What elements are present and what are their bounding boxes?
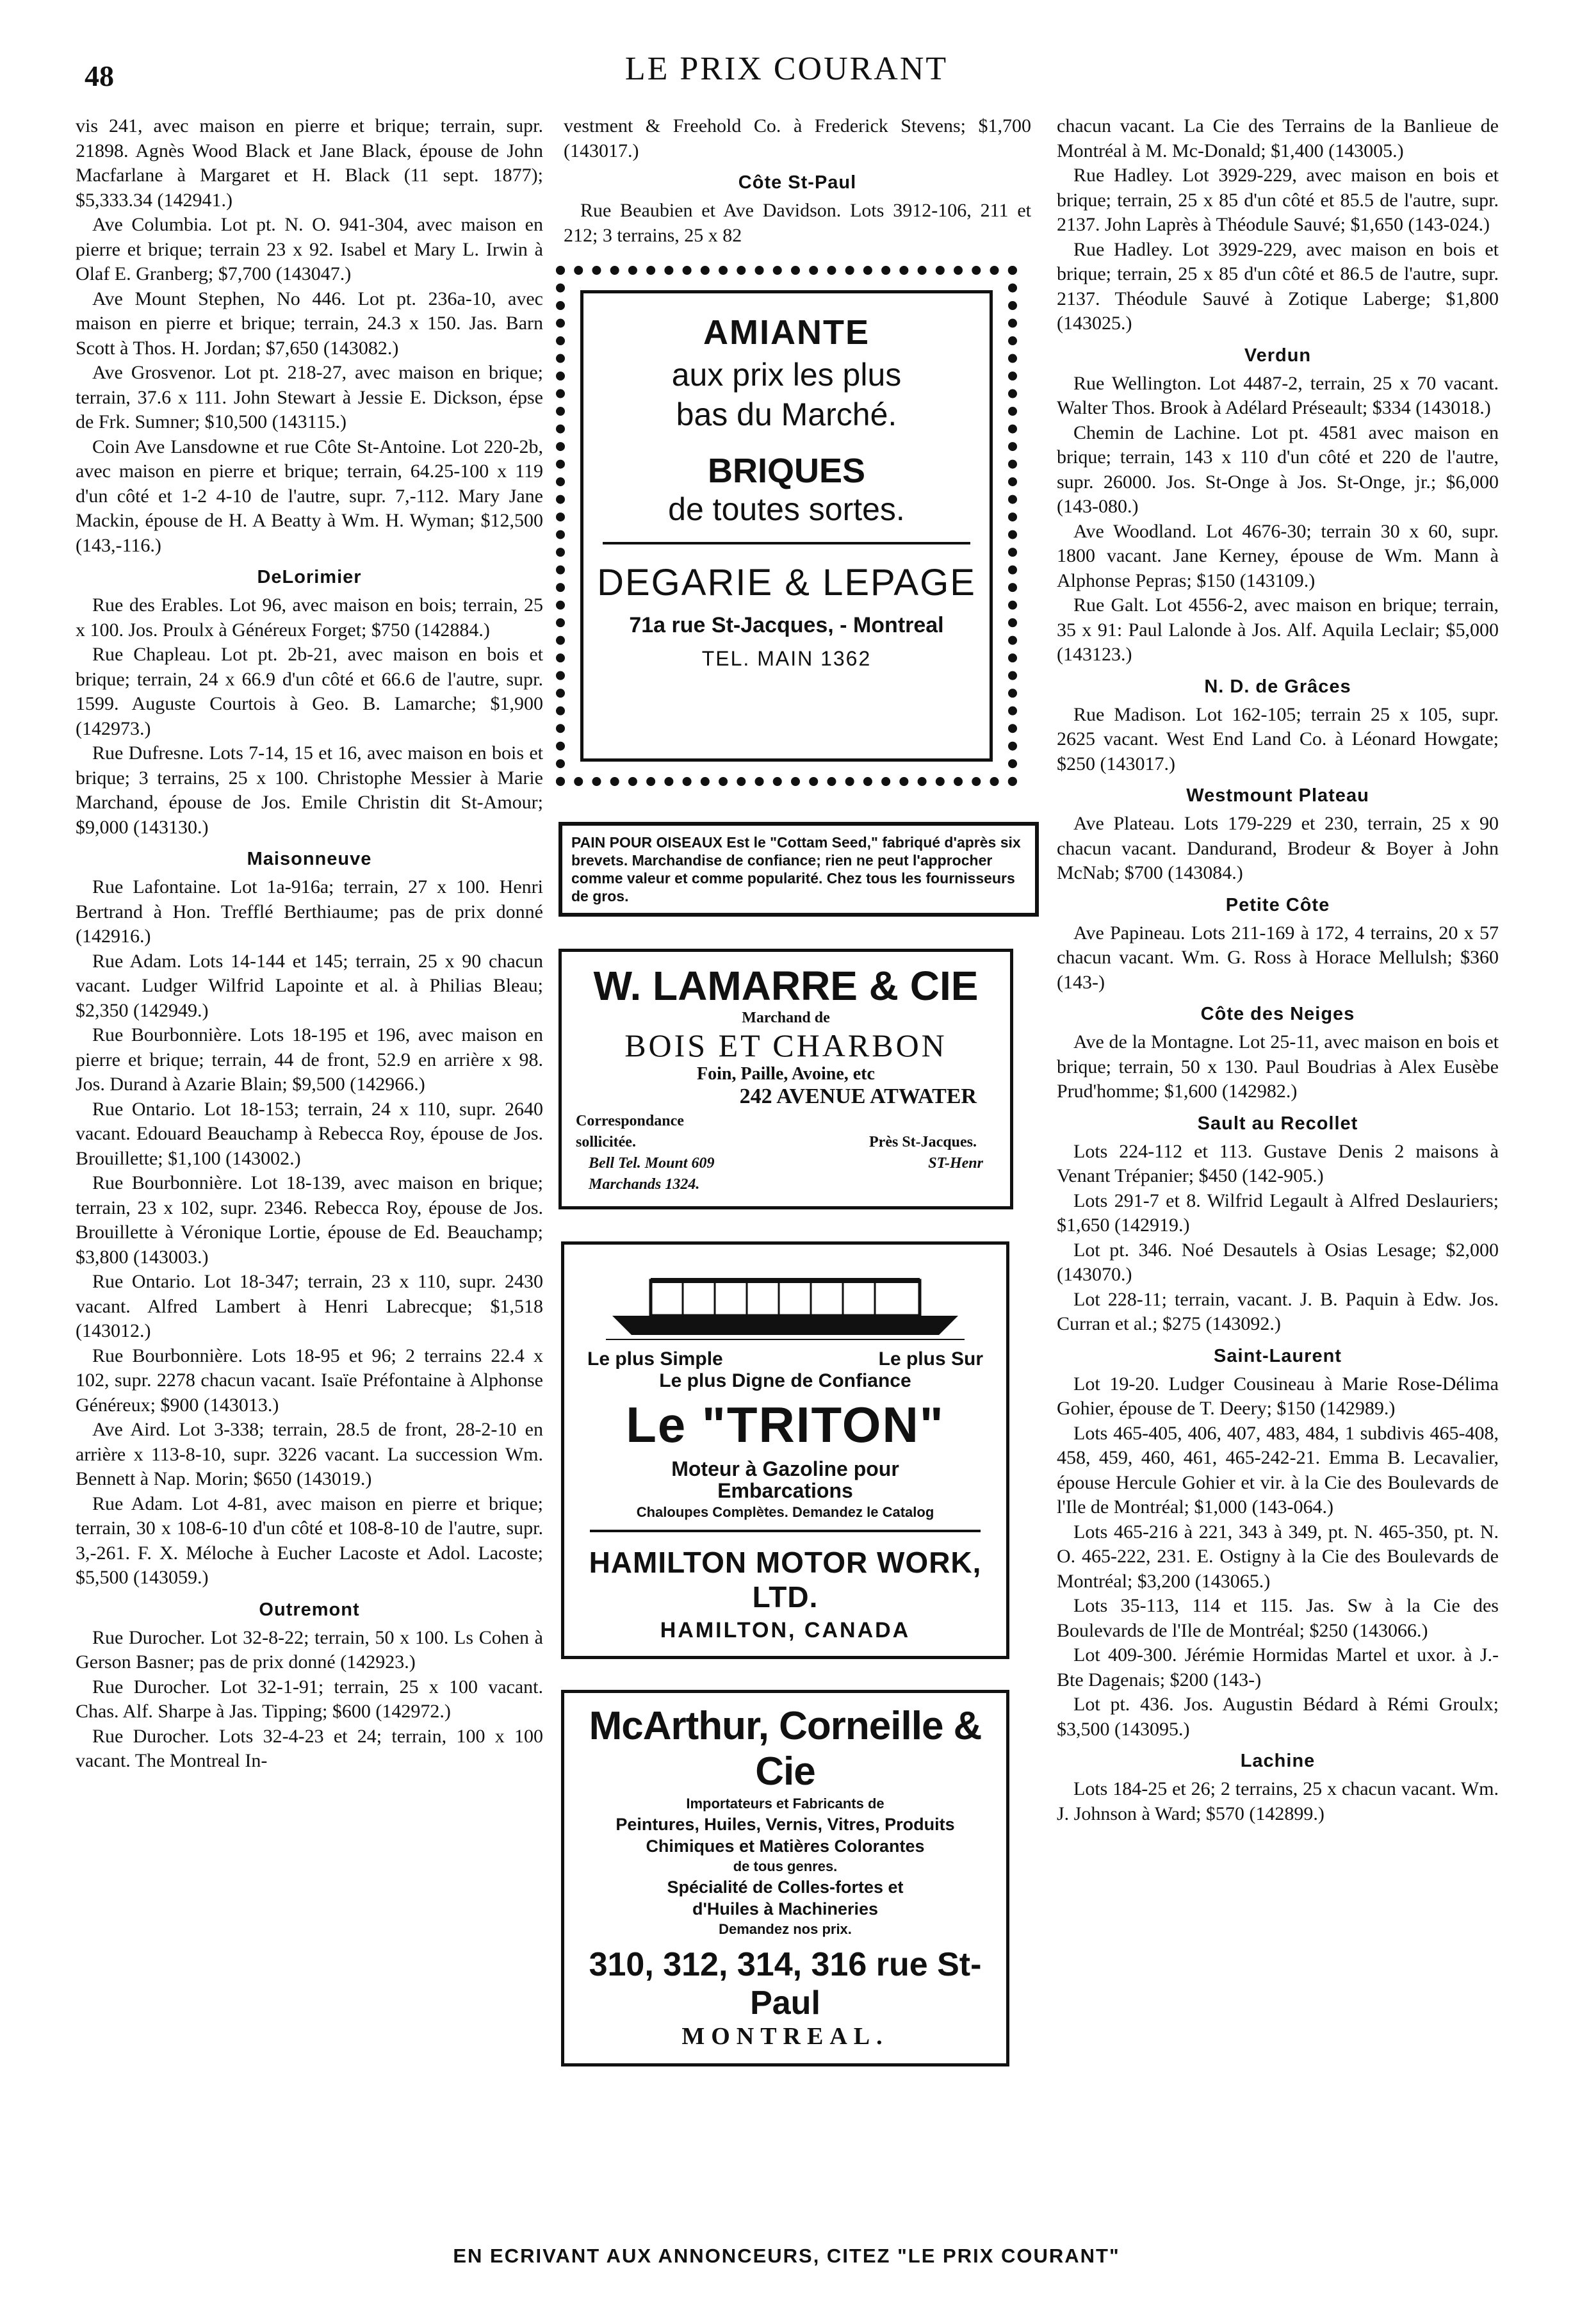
ad-triton-city: HAMILTON, CANADA — [660, 1618, 911, 1642]
listing-entry: Rue Bourbonnière. Lot 18-139, avec maison en brique; terrain, 23 x 102, supr. 2346. Rebecca Roy, épouse de Jos. Brouillette à Véronique Lortie, épouse de Ed. Beauchamp; $3,800 (143003.) — [76, 1172, 543, 1268]
ad-triton-sur: Le plus Sur — [878, 1348, 983, 1370]
middle-listings — [564, 114, 1031, 248]
ad-mcarthur-line6: Demandez nos prix. — [719, 1921, 852, 1937]
listing-entry: Lot pt. 436. Jos. Augustin Bédard à Rémi Groulx; $3,500 (143095.) — [1057, 1694, 1499, 1740]
ad-amiante-heading: AMIANTE — [703, 313, 870, 352]
listing-entry: Lots 224-112 et 113. Gustave Denis 2 maisons à Venant Trépanier; $450 (142-905.) — [1057, 1140, 1499, 1186]
ad-divider — [603, 542, 970, 544]
section-heading: Côte des Neiges — [1200, 1004, 1355, 1024]
ad-amiante-line2: aux prix les plus — [671, 357, 902, 393]
section-heading: N. D. de Grâces — [1204, 676, 1351, 697]
ad-triton-company: HAMILTON MOTOR WORK, LTD. — [589, 1546, 982, 1614]
ad-briques-line: de toutes sortes. — [668, 491, 905, 527]
listing-entry: vis 241, avec maison en pierre et brique; terrain, supr. 21898. Agnès Wood Black et Jane Black, épouse de John Macfarlane à Margaret et H. Black (11 sept. 1877); $5,333.34 (142941.) — [76, 115, 543, 211]
ad-triton-title: Le "TRITON" — [626, 1396, 945, 1453]
page-number: 48 — [85, 60, 114, 92]
listing-entry: Ave Columbia. Lot pt. N. O. 941-304, avec maison en pierre et brique; terrain 23 x 92. Isabel et Mary L. Irwin à Olaf E. Granberg; $7,700 (143047.) — [76, 214, 543, 284]
listing-entry: Ave de la Montagne. Lot 25-11, avec maison en bois et brique; terrain, 50 x 130. Paul Boudrias à Alex Eusèbe Prud'homme; $1,600 (142982.) — [1057, 1031, 1499, 1102]
column-middle — [564, 114, 1031, 2066]
ad-lamarre-marchands: Marchands 1324. — [589, 1176, 700, 1193]
listing-entry: Lot 409-300. Jérémie Hormidas Martel et uxor. à J.-Bte Dagenais; $200 (143-) — [1057, 1644, 1499, 1690]
ad-lamarre-bell: Bell Tel. Mount 609 — [589, 1155, 715, 1172]
ad-lamarre-sub: Marchand de — [742, 1010, 830, 1026]
listing-entry: Ave Aird. Lot 3-338; terrain, 28.5 de front, 28-2-10 en arrière x 113-8-10, supr. 3226 vacant. La succession Wm. Bennett à Nap. Morin; $650 (143019.) — [76, 1419, 543, 1489]
ad-amiante-inner — [580, 290, 993, 762]
column-right — [1057, 114, 1499, 1826]
ad-degarie-phone: TEL. MAIN 1362 — [701, 647, 872, 670]
listing-entry: Rue Lafontaine. Lot 1a-916a; terrain, 27 x 100. Henri Bertrand à Hon. Trefflé Berthiaume; pas de prix donné (142916.) — [76, 876, 543, 947]
ad-mcarthur-line3: de tous genres. — [733, 1858, 838, 1874]
listing-entry: vestment & Freehold Co. à Frederick Stevens; $1,700 (143017.) — [564, 115, 1031, 161]
ad-mcarthur-line4: Spécialité de Colles-fortes et — [667, 1878, 904, 1897]
listing-entry: Rue Hadley. Lot 3929-229, avec maison en bois et brique; terrain, 25 x 85 d'un côté et 85.5 de l'autre, supr. 2137. John Laprès à Théodule Sauvé; $1,650 (143-024.) — [1057, 165, 1499, 235]
listing-entry: Lot pt. 346. Noé Desautels à Osias Lesage; $2,000 (143070.) — [1057, 1239, 1499, 1285]
ad-triton-digne: Le plus Digne de Confiance — [659, 1370, 911, 1391]
listing-entry: Rue Durocher. Lot 32-1-91; terrain, 25 x 100 vacant. Chas. Alf. Sharpe à Jas. Tipping; $600 (142972.) — [76, 1676, 543, 1722]
ad-triton-simple: Le plus Simple — [587, 1348, 723, 1370]
ad-pain-oiseaux: PAIN POUR OISEAUX Est le "Cottam Seed," fabriqué d'après six brevets. Marchandise de confiance; rien ne peut l'approcher comme valeur et comme popularité. Chez tous les fournisseurs de gros. — [558, 822, 1039, 917]
page-title: LE PRIX COURANT — [624, 51, 949, 87]
ad-lamarre-row4 — [576, 1176, 996, 1193]
listing-entry: Ave Woodland. Lot 4676-30; terrain 30 x 60, supr. 1800 vacant. Jane Kerney, épouse de Wm. Mann à Alphonse Pepras; $150 (143109.) — [1057, 520, 1499, 591]
listing-entry: Coin Ave Lansdowne et rue Côte St-Antoine. Lot 220-2b, avec maison en pierre et brique; terrain, 64.25-100 x 119 d'un côté et 1-2 4-10 de l'autre, supr. 7,-112. Mary Jane Mackin, épouse de H. A Beatty à Wm. H. Wyman; $12,500 (143,-116.) — [76, 436, 543, 556]
section-heading: Sault au Recollet — [1197, 1113, 1358, 1134]
ad-lamarre-sthenr: ST-Henr — [928, 1155, 983, 1172]
listing-entry: Rue Beaubien et Ave Davidson. Lots 3912-106, 211 et 212; 3 terrains, 25 x 82 — [564, 200, 1031, 246]
listing-entry: Rue des Erables. Lot 96, avec maison en bois; terrain, 25 x 100. Jos. Proulx à Généreux Forget; $750 (142884.) — [76, 594, 543, 641]
listing-entry: Ave Plateau. Lots 179-229 et 230, terrain, 25 x 90 chacun vacant. Dandurand, Brodeur & Boyer à John McNab; $700 (143084.) — [1057, 813, 1499, 883]
ad-lamarre-title: W. LAMARRE & CIE — [593, 963, 979, 1009]
listing-entry: Rue Durocher. Lots 32-4-23 et 24; terrain, 100 x 100 vacant. The Montreal In- — [76, 1725, 543, 1771]
section-heading: Lachine — [1240, 1751, 1316, 1771]
section-heading: Verdun — [1244, 345, 1312, 366]
listing-entry: Rue Adam. Lots 14-144 et 145; terrain, 25 x 90 chacun vacant. Ludger Wilfrid Lapointe et al. à Philias Bleau; $2,350 (142949.) — [76, 950, 543, 1021]
footer-notice: EN ECRIVANT AUX ANNONCEURS, CITEZ "LE PRIX COURANT" — [453, 2245, 1120, 2267]
column-left — [76, 114, 543, 1774]
ad-lamarre — [558, 949, 1013, 1209]
listing-entry: Rue Bourbonnière. Lots 18-195 et 196, avec maison en pierre et brique; terrain, 44 de front, 52.9 en arrière x 98. Jos. Durand à Azarie Blain; $9,500 (142966.) — [76, 1024, 543, 1095]
ad-degarie-name: DEGARIE & LEPAGE — [597, 562, 976, 603]
ad-mcarthur-title: McArthur, Corneille & Cie — [589, 1704, 982, 1794]
listing-entry: Lot 228-11; terrain, vacant. J. B. Paquin à Edw. Jos. Curran et al.; $275 (143092.) — [1057, 1288, 1499, 1334]
ad-lamarre-row1 — [576, 1113, 996, 1130]
section-heading: Westmount Plateau — [1186, 785, 1369, 806]
listing-entry: chacun vacant. La Cie des Terrains de la Banlieue de Montréal à M. Mc-Donald; $1,400 (143005.) — [1057, 115, 1499, 161]
listing-entry: Ave Mount Stephen, No 446. Lot pt. 236a-10, avec maison en pierre et brique; terrain, 24.3 x 150. Jas. Barn Scott à Thos. H. Jordan; $7,650 (143082.) — [76, 288, 543, 359]
ad-degarie-address: 71a rue St-Jacques, - Montreal — [629, 613, 944, 637]
ad-triton-divider — [590, 1530, 981, 1532]
ad-amiante-line3: bas du Marché. — [676, 397, 897, 432]
listing-entry: Lots 465-405, 406, 407, 483, 484, 1 subdivis 465-408, 458, 459, 460, 461, 465-242-21. Emma B. Lecavalier, épouse Hercule Gohier et vir. à la Cie des Boulevards de l'Ile de Montréal; $1,000 (143-064.) — [1057, 1422, 1499, 1518]
listing-entry: Rue Wellington. Lot 4487-2, terrain, 25 x 70 vacant. Walter Thos. Brook à Adélard Préseault; $334 (143018.) — [1057, 372, 1499, 418]
listing-entry: Rue Madison. Lot 162-105; terrain 25 x 105, supr. 2625 vacant. West End Land Co. à Léonard Howgate; $250 (143017.) — [1057, 703, 1499, 774]
ad-triton-chaloupes: Chaloupes Complètes. Demandez le Catalog — [636, 1504, 934, 1520]
section-heading: DeLorimier — [257, 567, 362, 587]
ad-mcarthur-line2: Peintures, Huiles, Vernis, Vitres, Produits Chimiques et Matières Colorantes — [615, 1815, 955, 1856]
listing-entry: Ave Grosvenor. Lot pt. 218-27, avec maison en brique; terrain, 37.6 x 111. John Stewart à Jessie E. Dickson, épse de Frk. Sumner; $10,500 (143115.) — [76, 362, 543, 432]
section-heading: Outremont — [259, 1599, 360, 1620]
motor-boat-illustration — [593, 1255, 977, 1345]
listing-entry: Chemin de Lachine. Lot pt. 4581 avec maison en brique; terrain, 143 x 110 d'un côté et 220 de l'autre, supr. 26000. Jos. St-Onge à Jos. St-Onge, jr.; $6,000 (143-080.) — [1057, 421, 1499, 517]
ad-lamarre-foin: Foin, Paille, Avoine, etc — [697, 1064, 875, 1084]
ad-lamarre-pres: Près St-Jacques. — [869, 1134, 977, 1150]
ad-briques-heading: BRIQUES — [707, 452, 866, 490]
ad-triton-moteur: Moteur à Gazoline pour — [671, 1457, 899, 1480]
listing-entry: Rue Chapleau. Lot pt. 2b-21, avec maison en bois et brique; terrain, 24 x 66.9 d'un côté et 66.6 de l'autre, supr. 1599. Auguste Courtois à Geo. B. Lamarche; $1,900 (142973.) — [76, 644, 543, 739]
ad-lamarre-address: 242 AVENUE ATWATER — [739, 1084, 977, 1108]
ad-amiante-degarie — [556, 266, 1017, 786]
section-heading: Maisonneuve — [247, 849, 372, 869]
listing-entry: Rue Galt. Lot 4556-2, avec maison en brique; terrain, 35 x 91: Paul Lalonde à Jos. Alf. Aquila Leclair; $5,000 (143123.) — [1057, 594, 1499, 665]
listing-entry: Rue Durocher. Lot 32-8-22; terrain, 50 x 100. Ls Cohen à Gerson Basner; pas de prix donné (142923.) — [76, 1626, 543, 1673]
listing-entry: Rue Dufresne. Lots 7-14, 15 et 16, avec maison en bois et brique; 3 terrains, 25 x 100. Christophe Messier à Marie Marchand, épouse de Jos. Emile Christin dit St-Amour; $9,000 (143130.) — [76, 742, 543, 838]
ad-triton — [561, 1241, 1009, 1659]
ad-mcarthur-line5: d'Huiles à Machineries — [692, 1899, 879, 1919]
ad-lamarre-bois: BOIS ET CHARBON — [624, 1027, 947, 1063]
listing-entry: Lots 291-7 et 8. Wilfrid Legault à Alfred Deslauriers; $1,650 (142919.) — [1057, 1190, 1499, 1236]
listing-entry: Lot 19-20. Ludger Cousineau à Marie Rose-Délima Gohier, épouse de T. Deery; $150 (142989.) — [1057, 1373, 1499, 1419]
listing-entry: Rue Hadley. Lot 3929-229, avec maison en bois et brique; terrain, 25 x 85 d'un côté et 86.5 de l'autre, supr. 2137. Théodule Sauvé à Zotique Laberge; $1,800 (143025.) — [1057, 238, 1499, 334]
ad-lamarre-row2 — [576, 1134, 996, 1151]
ad-mcarthur-address: 310, 312, 314, 316 rue St-Paul — [589, 1946, 982, 2022]
listing-entry: Rue Ontario. Lot 18-347; terrain, 23 x 110, supr. 2430 vacant. Alfred Lambert à Henri Labrecque; $1,518 (143012.) — [76, 1271, 543, 1341]
ad-mcarthur-line1: Importateurs et Fabricants de — [686, 1796, 884, 1812]
ad-triton-embarcations: Embarcations — [717, 1479, 853, 1502]
section-heading: Petite Côte — [1225, 894, 1330, 915]
ad-lamarre-sollicitee: sollicitée. — [576, 1134, 636, 1150]
ad-lamarre-row3 — [576, 1155, 996, 1172]
listing-entry: Rue Ontario. Lot 18-153; terrain, 24 x 110, supr. 2640 vacant. Edouard Beauchamp à Rebecca Roy, épouse de Jos. Brouillette; $1,100 (143002.) — [76, 1098, 543, 1169]
ad-mcarthur — [561, 1690, 1009, 2066]
ad-mcarthur-city: MONTREAL. — [681, 2023, 889, 2050]
listing-entry: Rue Adam. Lot 4-81, avec maison en pierre et brique; terrain, 30 x 108-6-10 d'un côté et 108-8-10 de l'autre, supr. 3,-261. F. X. Méloche à Eucher Lacoste et Adol. Lacoste; $5,500 (143059.) — [76, 1493, 543, 1588]
section-heading: Côte St-Paul — [738, 172, 857, 193]
ad-triton-row1 — [577, 1348, 993, 1370]
listing-entry: Rue Bourbonnière. Lots 18-95 et 96; 2 terrains 22.4 x 102, supr. 2278 chacun vacant. Isaïe Préfontaine à Alphonse Généreux; $900 (143013.) — [76, 1345, 543, 1416]
ad-lamarre-corr: Correspondance — [576, 1113, 684, 1129]
listing-entry: Lots 35-113, 114 et 115. Jas. Sw à la Cie des Boulevards de l'Ile de Montréal; $250 (143066.) — [1057, 1595, 1499, 1641]
section-heading: Saint-Laurent — [1214, 1345, 1342, 1366]
listing-entry: Lots 465-216 à 221, 343 à 349, pt. N. 465-350, pt. N. O. 465-222, 231. E. Ostigny à la Cie des Boulevards de Montréal; $3,200 (143065.) — [1057, 1521, 1499, 1592]
listing-entry: Lots 184-25 et 26; 2 terrains, 25 x chacun vacant. Wm. J. Johnson à Ward; $570 (142899.) — [1057, 1778, 1499, 1824]
listing-entry: Ave Papineau. Lots 211-169 à 172, 4 terrains, 20 x 57 chacun vacant. Wm. G. Ross à Horace Mellulsh; $360 (143-) — [1057, 922, 1499, 993]
